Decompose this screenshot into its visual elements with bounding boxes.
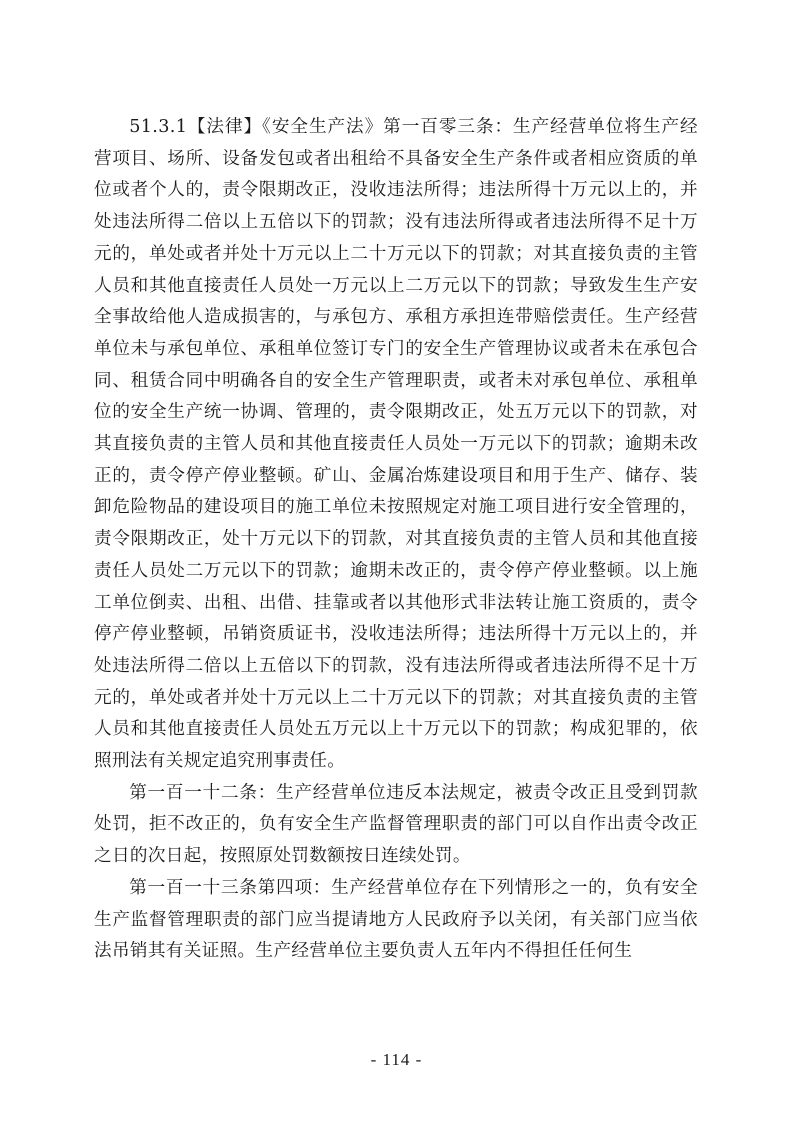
paragraph-article-113: 第一百一十三条第四项：生产经营单位存在下列情形之一的，负有安全生产监督管理职责的部门应当提请地方人民政府予以关闭，有关部门应当依法吊销其有关证照。生产经营单位主要负责人五年内不得担任任何生 bbox=[94, 877, 698, 962]
paragraph-article-103: 51.3.1【法律】《安全生产法》第一百零三条：生产经营单位将生产经营项目、场所、设备发包或者出租给不具备安全生产条件或者相应资质的单位或者个人的，责令限期改正，没收违法所得；违法所得十万元以上的，并处违法所得二倍以上五倍以下的罚款；没有违法所得或者违法所得不足十万元的，单处或者并处十万元以上二十万元以下的罚款；对其直接负责的主管人员和其他直接责任人员处一万元以上二万元以下的罚款；导致发生生产安全事故给他人造成损害的，与承包方、承租方承担连带赔偿责任。生产经营单位未与承包单位、承租单位签订专门的安全生产管理协议或者未在承包合同、租赁合同中明确各自的安全生产管理职责，或者未对承包单位、承租单位的安全生产统一协调、管理的，责令限期改正，处五万元以下的罚款，对其直接负责的主管人员和其他直接责任人员处一万元以下的罚款；逾期未改正的，责令停产停业整顿。矿山、金属冶炼建设项目和用于生产、储存、装卸危险物品的建设项目的施工单位未按照规定对施工项目进行安全管理的，责令限期改正，处十万元以下的罚款，对其直接负责的主管人员和其他直接责任人员处二万元以下的罚款；逾期未改正的，责令停产停业整顿。以上施工单位倒卖、出租、出借、挂靠或者以其他形式非法转让施工资质的，责令停产停业整顿，吊销资质证书，没收违法所得；违法所得十万元以上的，并处违法所得二倍以上五倍以下的罚款，没有违法所得或者违法所得不足十万元的，单处或者并处十万元以上二十万元以下的罚款；对其直接负责的主管人员和其他直接责任人员处五万元以上十万元以下的罚款；构成犯罪的，依照刑法有关规定追究刑事责任。 bbox=[94, 117, 698, 772]
paragraph-article-112: 第一百一十二条：生产经营单位违反本法规定，被责令改正且受到罚款处罚，拒不改正的，负有安全生产监督管理职责的部门可以自作出责令改正之日的次日起，按照原处罚数额按日连续处罚。 bbox=[94, 782, 698, 867]
document-body bbox=[94, 112, 698, 968]
page-number: - 114 - bbox=[370, 1050, 423, 1069]
